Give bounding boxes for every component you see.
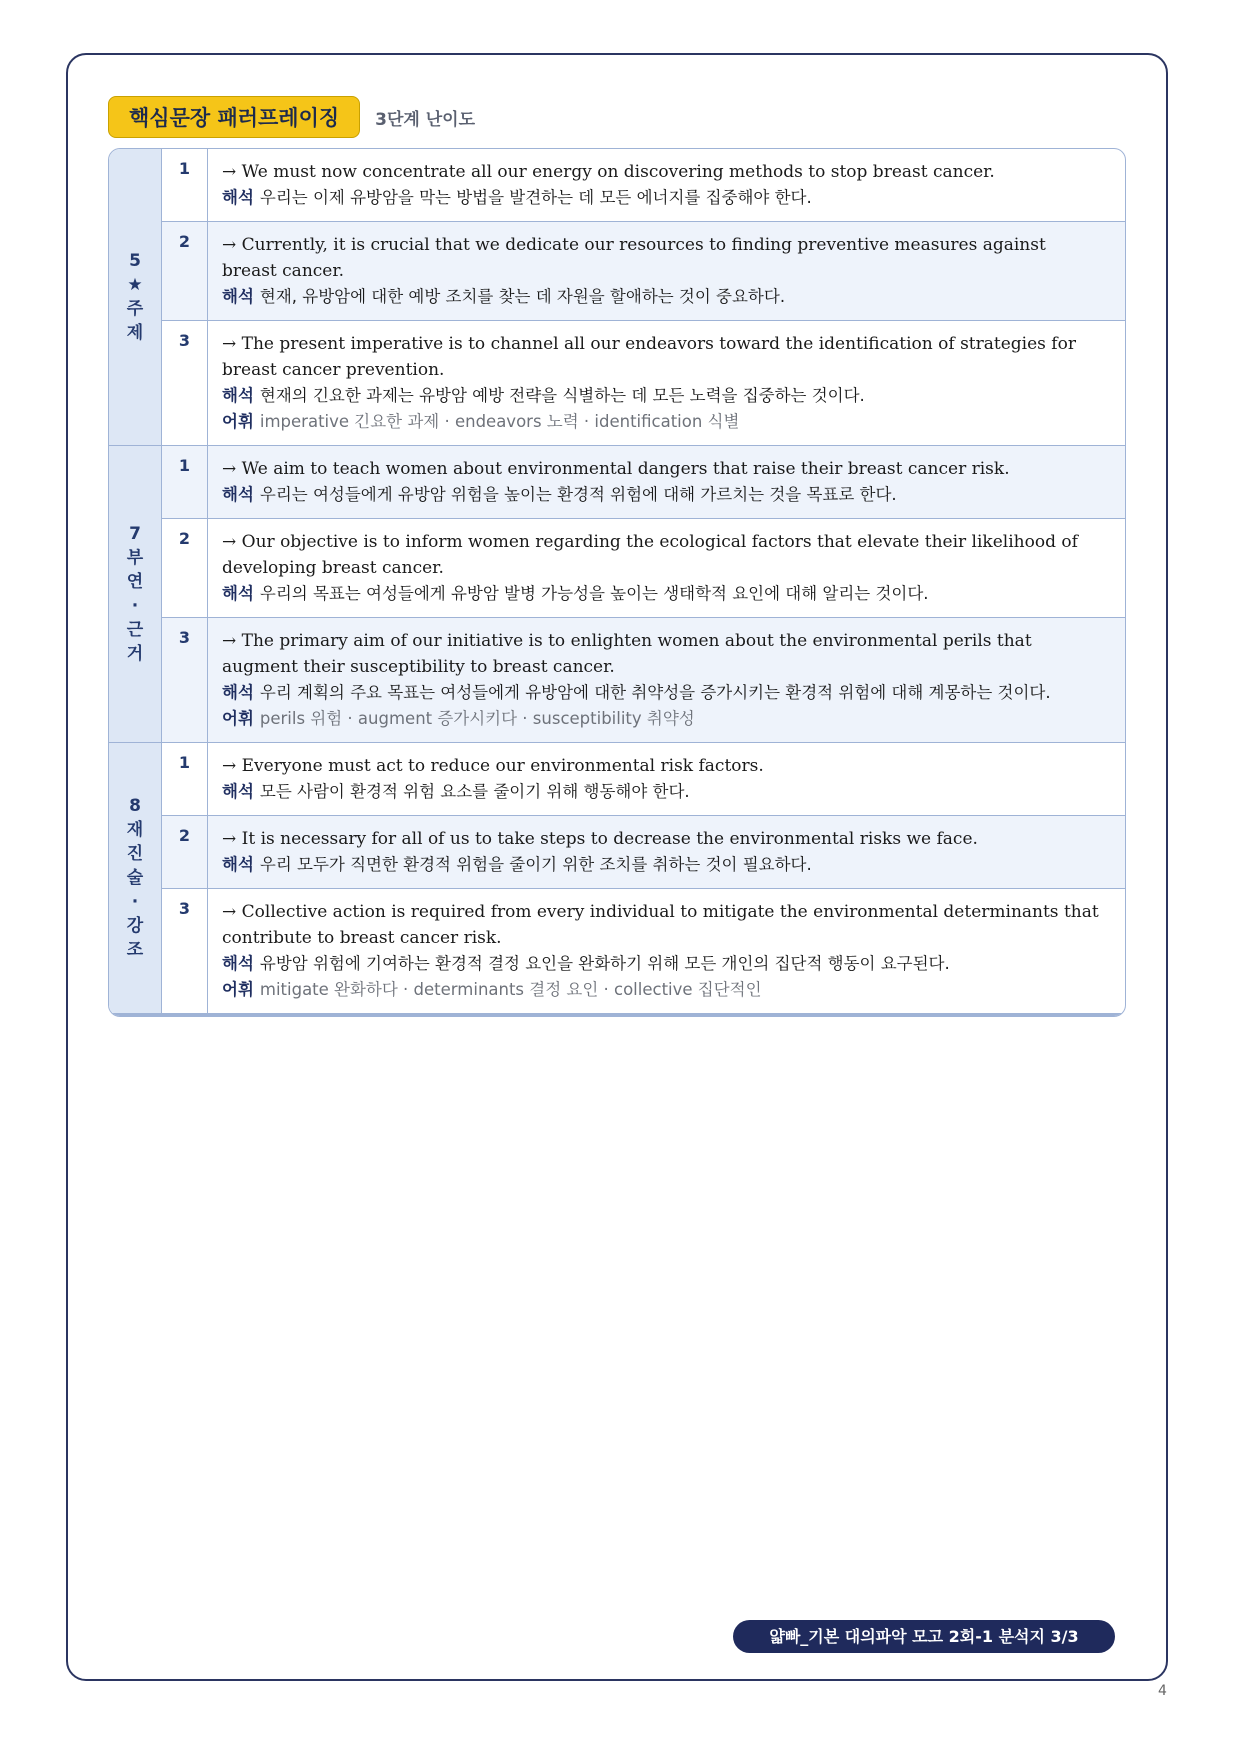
english-sentence: → Collective action is required from every individual to mitigate the environmental determinants that contribute to breast cancer risk.	[222, 902, 1099, 948]
table-row	[162, 149, 1125, 222]
english-sentence: → The present imperative is to channel all our endeavors toward the identification of strategies for breast cancer prevention.	[222, 334, 1076, 380]
row-number: 1	[162, 149, 208, 221]
korean-translation: 해석 유방암 위험에 기여하는 환경적 결정 요인을 완화하기 위해 모든 개인의 집단적 행동이 요구된다.	[222, 954, 950, 973]
table-row	[162, 618, 1125, 742]
section-title-badge: 핵심문장 패러프레이징	[108, 96, 360, 138]
table-row	[162, 321, 1125, 445]
english-sentence: → We must now concentrate all our energy on discovering methods to stop breast cancer.	[222, 162, 995, 182]
group-restatement	[109, 743, 1125, 1016]
row-number: 3	[162, 889, 208, 1013]
vocabulary-line: 어휘 mitigate 완화하다 · determinants 결정 요인 · collective 집단적인	[222, 980, 762, 999]
english-sentence: → Everyone must act to reduce our environmental risk factors.	[222, 756, 764, 776]
korean-translation: 해석 모든 사람이 환경적 위험 요소를 줄이기 위해 행동해야 한다.	[222, 782, 690, 801]
english-sentence: → We aim to teach women about environmental dangers that raise their breast cancer risk.	[222, 459, 1010, 479]
page-number: 4	[1158, 1683, 1167, 1699]
vocabulary-line: 어휘 imperative 긴요한 과제 · endeavors 노력 · identification 식별	[222, 412, 740, 431]
table-row	[162, 222, 1125, 321]
korean-translation: 해석 현재, 유방암에 대한 예방 조치를 찾는 데 자원을 할애하는 것이 중요하다.	[222, 287, 786, 306]
korean-translation: 해석 우리는 여성들에게 유방암 위험을 높이는 환경적 위험에 대해 가르치는 것을 목표로 한다.	[222, 485, 897, 504]
korean-translation: 해석 우리는 이제 유방암을 막는 방법을 발견하는 데 모든 에너지를 집중해야 한다.	[222, 188, 812, 207]
footer-title-pill: 얇빠_기본 대의파악 모고 2회-1 분석지 3/3	[733, 1620, 1115, 1653]
row-number: 3	[162, 618, 208, 742]
group-topic	[109, 149, 1125, 446]
group-label: 5★주제	[109, 149, 162, 445]
korean-translation: 해석 우리 계획의 주요 목표는 여성들에게 유방암에 대한 취약성을 증가시키는 환경적 위험에 대해 계몽하는 것이다.	[222, 683, 1051, 702]
english-sentence: → Currently, it is crucial that we dedicate our resources to finding preventive measures against breast cancer.	[222, 235, 1046, 281]
vocabulary-line: 어휘 perils 위험 · augment 증가시키다 · susceptibility 취약성	[222, 709, 695, 728]
korean-translation: 해석 우리의 목표는 여성들에게 유방암 발병 가능성을 높이는 생태학적 요인에 대해 알리는 것이다.	[222, 584, 929, 603]
difficulty-level: 3단계 난이도	[375, 109, 476, 130]
row-number: 2	[162, 222, 208, 320]
paraphrase-table	[108, 148, 1126, 1017]
row-number: 1	[162, 743, 208, 815]
korean-translation: 해석 현재의 긴요한 과제는 유방암 예방 전략을 식별하는 데 모든 노력을 집중하는 것이다.	[222, 386, 865, 405]
table-row	[162, 889, 1125, 1013]
table-row	[162, 519, 1125, 618]
group-label: 8재진술·강조	[109, 743, 162, 1013]
table-row	[162, 816, 1125, 889]
row-number: 2	[162, 816, 208, 888]
row-number: 2	[162, 519, 208, 617]
group-label: 7부연·근거	[109, 446, 162, 742]
group-supporting	[109, 446, 1125, 743]
korean-translation: 해석 우리 모두가 직면한 환경적 위험을 줄이기 위한 조치를 취하는 것이 필요하다.	[222, 855, 812, 874]
section-header	[108, 95, 475, 139]
english-sentence: → Our objective is to inform women regarding the ecological factors that elevate their likelihood of developing breast cancer.	[222, 532, 1078, 578]
row-number: 3	[162, 321, 208, 445]
english-sentence: → The primary aim of our initiative is to enlighten women about the environmental perils that augment their susceptibility to breast cancer.	[222, 631, 1032, 677]
table-row	[162, 743, 1125, 816]
english-sentence: → It is necessary for all of us to take steps to decrease the environmental risks we face.	[222, 829, 978, 849]
row-number: 1	[162, 446, 208, 518]
table-row	[162, 446, 1125, 519]
